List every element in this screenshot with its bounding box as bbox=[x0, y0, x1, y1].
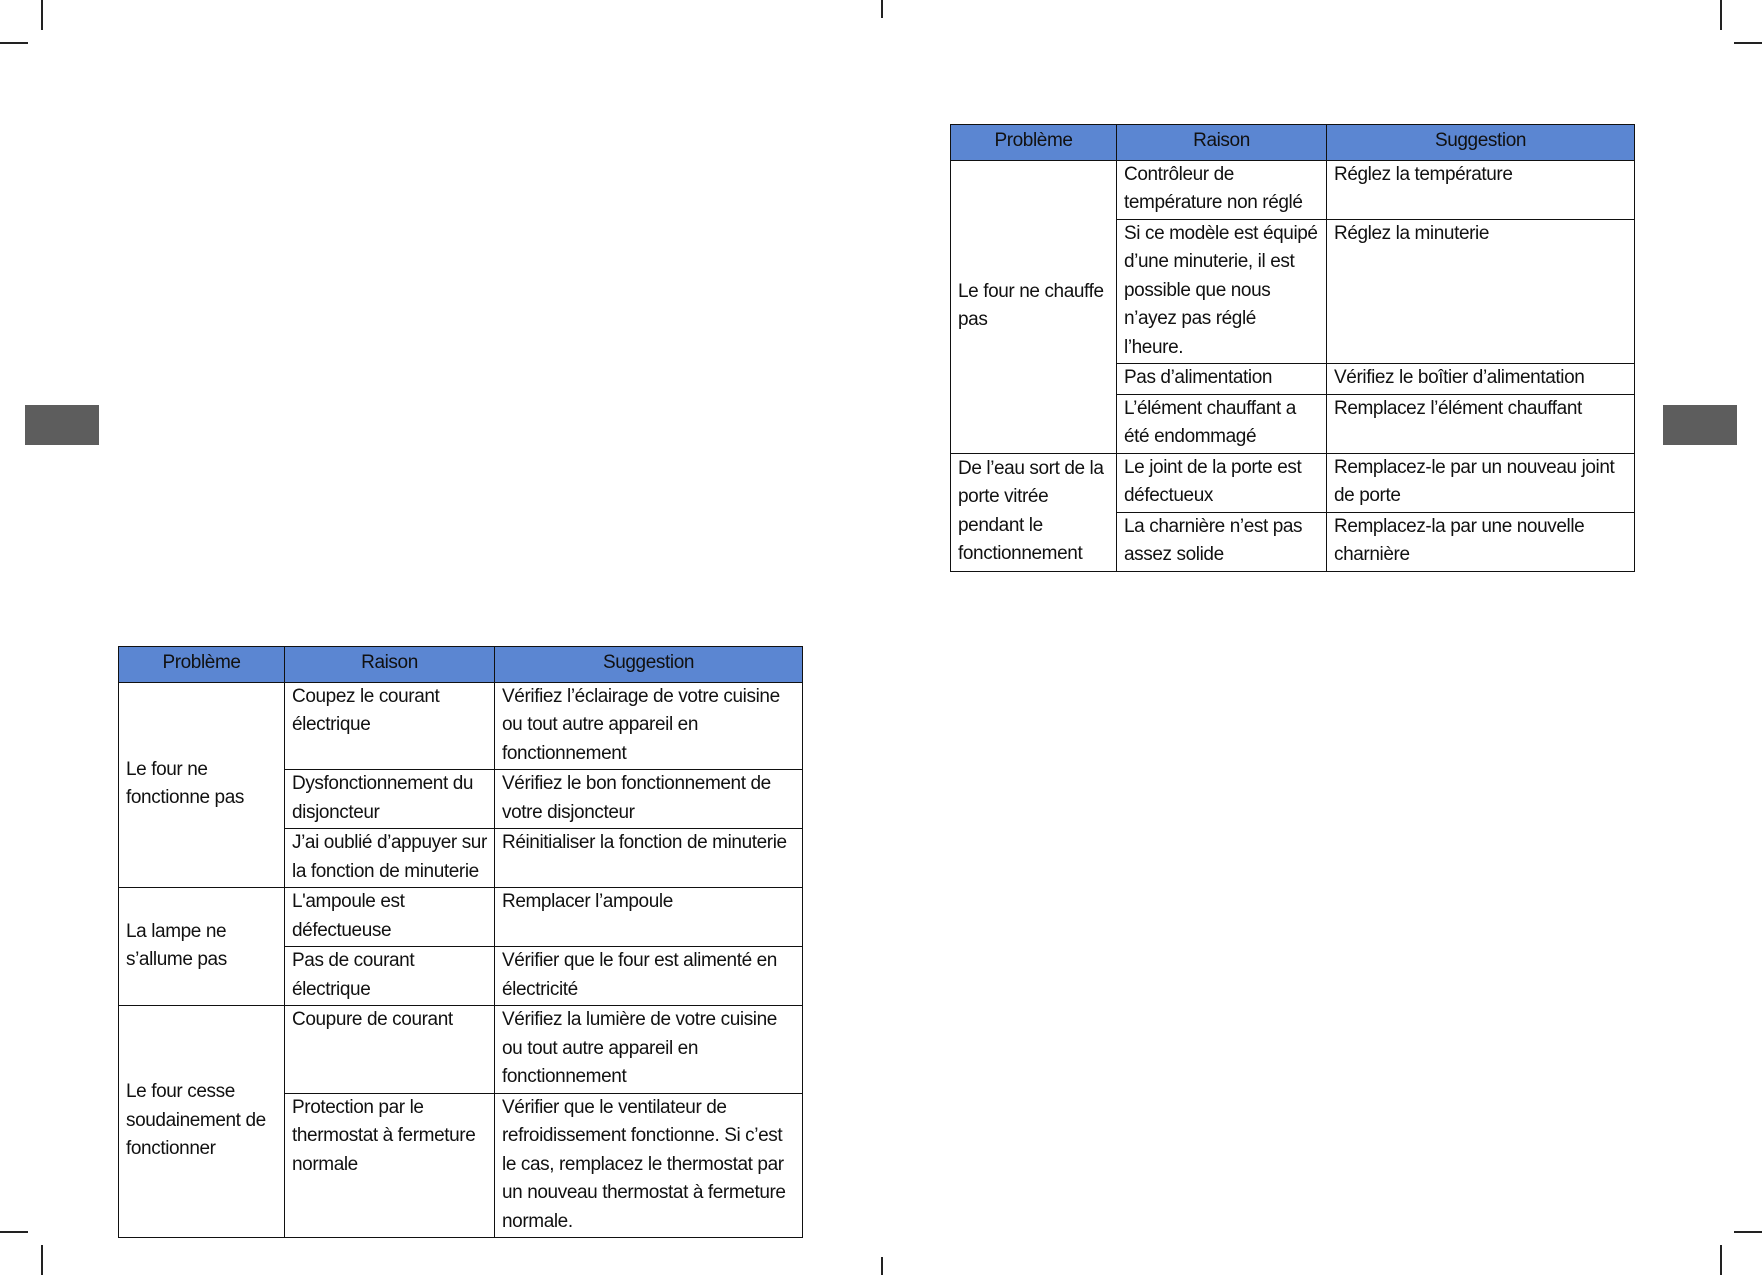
left-tab-marker bbox=[25, 405, 99, 445]
reason-cell: Protection par le thermostat à fermeture normale bbox=[285, 1093, 495, 1238]
header-probleme: Problème bbox=[119, 647, 285, 683]
crop-mark bbox=[41, 1245, 43, 1275]
crop-mark bbox=[1720, 0, 1722, 30]
troubleshooting-table-left bbox=[118, 646, 803, 1238]
header-probleme: Problème bbox=[951, 125, 1117, 161]
reason-cell: Dysfonctionnement du disjoncteur bbox=[285, 770, 495, 829]
header-raison: Raison bbox=[1117, 125, 1327, 161]
suggestion-cell: Vérifiez le bon fonctionnement de votre disjoncteur bbox=[495, 770, 803, 829]
suggestion-cell: Vérifiez le boîtier d’alimentation bbox=[1327, 364, 1635, 395]
problem-cell: Le four ne chauffe pas bbox=[951, 160, 1117, 453]
reason-cell: Pas d’alimentation bbox=[1117, 364, 1327, 395]
reason-cell: L’élément chauffant a été endommagé bbox=[1117, 394, 1327, 453]
problem-cell: Le four cesse soudainement de fonctionner bbox=[119, 1006, 285, 1238]
reason-cell: Contrôleur de température non réglé bbox=[1117, 160, 1327, 219]
table-header-row bbox=[119, 647, 803, 683]
crop-mark bbox=[1734, 1231, 1762, 1233]
table-row bbox=[119, 682, 803, 770]
crop-mark bbox=[881, 1257, 883, 1275]
problem-cell: Le four ne fonctionne pas bbox=[119, 682, 285, 888]
crop-mark bbox=[881, 0, 883, 18]
suggestion-cell: Réinitialiser la fonction de minuterie bbox=[495, 829, 803, 888]
suggestion-cell: Vérifier que le four est alimenté en électricité bbox=[495, 947, 803, 1006]
table-row bbox=[951, 453, 1635, 512]
reason-cell: Le joint de la porte est défectueux bbox=[1117, 453, 1327, 512]
suggestion-cell: Vérifiez l’éclairage de votre cuisine ou tout autre appareil en fonctionnement bbox=[495, 682, 803, 770]
table-row bbox=[951, 160, 1635, 219]
suggestion-cell: Vérifiez la lumière de votre cuisine ou tout autre appareil en fonctionnement bbox=[495, 1006, 803, 1094]
suggestion-cell: Réglez la minuterie bbox=[1327, 219, 1635, 364]
suggestion-cell: Remplacez-le par un nouveau joint de porte bbox=[1327, 453, 1635, 512]
suggestion-cell: Remplacez l’élément chauffant bbox=[1327, 394, 1635, 453]
reason-cell: J’ai oublié d’appuyer sur la fonction de minuterie bbox=[285, 829, 495, 888]
reason-cell: Coupure de courant bbox=[285, 1006, 495, 1094]
reason-cell: La charnière n’est pas assez solide bbox=[1117, 512, 1327, 571]
header-raison: Raison bbox=[285, 647, 495, 683]
problem-cell: La lampe ne s’allume pas bbox=[119, 888, 285, 1006]
crop-mark bbox=[0, 1231, 28, 1233]
suggestion-cell: Réglez la température bbox=[1327, 160, 1635, 219]
table-row bbox=[119, 1006, 803, 1094]
troubleshooting-table-right bbox=[950, 124, 1635, 572]
reason-cell: Pas de courant électrique bbox=[285, 947, 495, 1006]
header-suggestion: Suggestion bbox=[495, 647, 803, 683]
crop-mark bbox=[41, 0, 43, 30]
right-tab-marker bbox=[1663, 405, 1737, 445]
suggestion-cell: Remplacez-la par une nouvelle charnière bbox=[1327, 512, 1635, 571]
crop-mark bbox=[1720, 1245, 1722, 1275]
header-suggestion: Suggestion bbox=[1327, 125, 1635, 161]
table-header-row bbox=[951, 125, 1635, 161]
reason-cell: Si ce modèle est équipé d’une minuterie, il est possible que nous n’ayez pas réglé l’heure. bbox=[1117, 219, 1327, 364]
crop-mark bbox=[1734, 42, 1762, 44]
reason-cell: L'ampoule est défectueuse bbox=[285, 888, 495, 947]
suggestion-cell: Remplacer l’ampoule bbox=[495, 888, 803, 947]
problem-cell: De l’eau sort de la porte vitrée pendant le fonctionnement bbox=[951, 453, 1117, 571]
suggestion-cell: Vérifier que le ventilateur de refroidissement fonctionne. Si c’est le cas, remplacez le thermostat par un nouveau thermostat à fermeture normale. bbox=[495, 1093, 803, 1238]
table-row bbox=[119, 888, 803, 947]
reason-cell: Coupez le courant électrique bbox=[285, 682, 495, 770]
crop-mark bbox=[0, 42, 28, 44]
